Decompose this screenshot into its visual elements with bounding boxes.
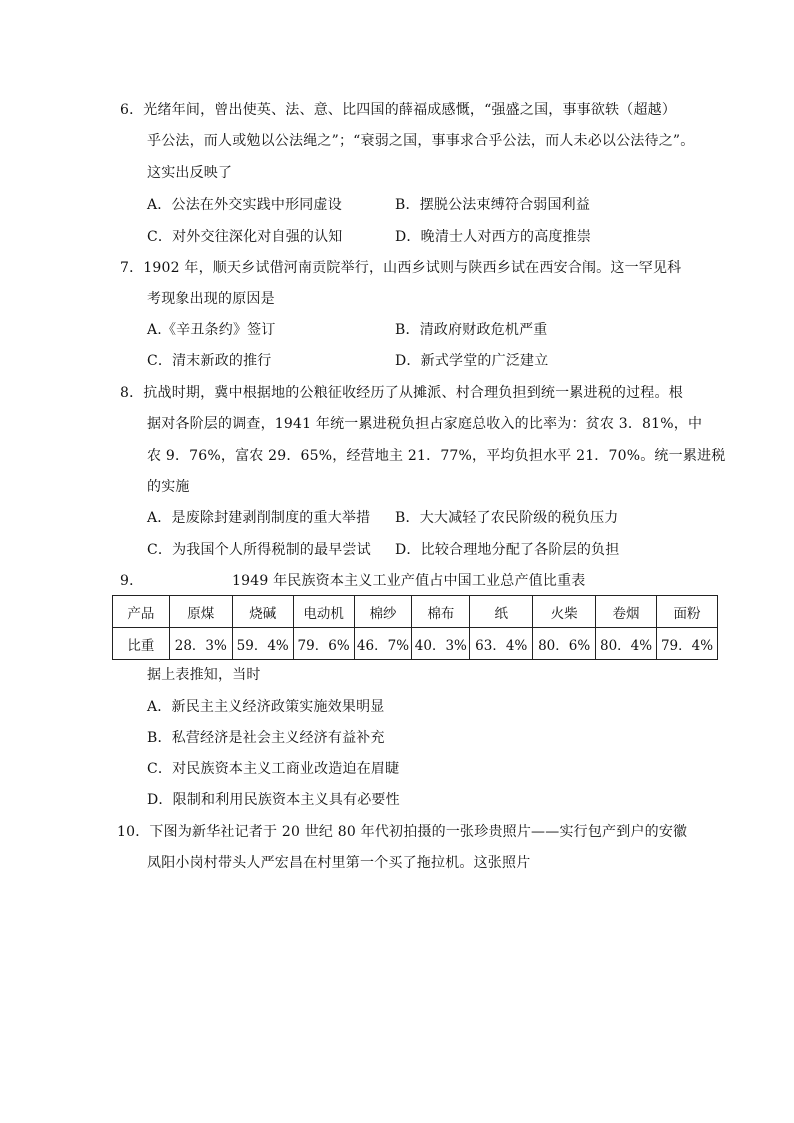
q6-stem-line-3: 这实出反映了	[147, 165, 233, 181]
q6-option-d[interactable]: D．晚清士人对西方的高度推崇	[395, 229, 592, 245]
q8-stem-line-2: 据对各阶层的调查，1941 年统一累进税负担占家庭总收入的比率为：贫农 3．81%，中	[147, 416, 703, 432]
table-cell: 产品	[113, 596, 170, 628]
table-cell: 80．6%	[533, 628, 596, 660]
table-cell: 比重	[113, 628, 170, 660]
q6-option-a[interactable]: A．公法在外交实践中形同虚设	[147, 197, 342, 213]
q7-option-c[interactable]: C．清末新政的推行	[147, 353, 272, 369]
q7-stem-line-1: 7．1902 年，顺天乡试借河南贡院举行，山西乡试则与陕西乡试在西安合闱。这一罕见科	[120, 260, 682, 276]
table-cell: 棉纱	[354, 596, 412, 628]
table-cell: 46．7%	[354, 628, 412, 660]
table-cell: 原煤	[169, 596, 232, 628]
q6-stem-line-2: 乎公法，而人或勉以公法绳之”；“衰弱之国，事事求合乎公法，而人未必以公法待之”。	[147, 133, 695, 149]
q9-option-d[interactable]: D．限制和利用民族资本主义具有必要性	[147, 792, 400, 808]
q8-stem-line-4: 的实施	[147, 479, 190, 495]
table-cell: 80．4%	[596, 628, 657, 660]
q9-number: 9．	[120, 573, 144, 589]
q9-table-title: 1949 年民族资本主义工业产值占中国工业总产值比重表	[232, 573, 586, 589]
q7-stem-line-2: 考现象出现的原因是	[147, 291, 275, 307]
q6-option-b[interactable]: B．摆脱公法束缚符合弱国利益	[395, 197, 591, 213]
table-cell: 63．4%	[470, 628, 533, 660]
table-cell: 纸	[470, 596, 533, 628]
table-cell: 79．4%	[657, 628, 718, 660]
table-cell: 79．6%	[293, 628, 354, 660]
industry-share-table	[112, 595, 718, 660]
q8-option-b[interactable]: B．大大减轻了农民阶级的税负压力	[395, 510, 619, 526]
q10-stem-line-2: 凤阳小岗村带头人严宏昌在村里第一个买了拖拉机。这张照片	[147, 855, 531, 871]
q9-option-a[interactable]: A．新民主主义经济政策实施效果明显	[147, 699, 385, 715]
q9-option-b[interactable]: B．私营经济是社会主义经济有益补充	[147, 730, 385, 746]
table-row	[113, 628, 718, 660]
q6-option-c[interactable]: C．对外交往深化对自强的认知	[147, 229, 343, 245]
q6-stem-line-1: 6．光绪年间，曾出使英、法、意、比四国的薛福成感慨，“强盛之国，事事欲轶（超越）	[120, 102, 677, 118]
q8-stem-line-3: 农 9．76%，富农 29．65%，经营地主 21．77%，平均负担水平 21．70%。统一累进税	[147, 448, 726, 464]
table-cell: 火柴	[533, 596, 596, 628]
table-cell: 卷烟	[596, 596, 657, 628]
table-cell: 40．3%	[412, 628, 470, 660]
table-cell: 59．4%	[232, 628, 293, 660]
table-cell: 棉布	[412, 596, 470, 628]
q9-option-c[interactable]: C．对民族资本主义工商业改造迫在眉睫	[147, 761, 400, 777]
table-cell: 面粉	[657, 596, 718, 628]
q7-option-d[interactable]: D．新式学堂的广泛建立	[395, 353, 549, 369]
q7-option-a[interactable]: A.《辛丑条约》签订	[147, 322, 276, 338]
table-header-row	[113, 596, 718, 628]
q8-option-a[interactable]: A．是废除封建剥削制度的重大举措	[147, 510, 371, 526]
q9-stem: 据上表推知，当时	[147, 667, 261, 683]
q7-option-b[interactable]: B．清政府财政危机严重	[395, 322, 548, 338]
q8-option-d[interactable]: D．比较合理地分配了各阶层的负担	[395, 542, 620, 558]
q8-stem-line-1: 8．抗战时期，冀中根据地的公粮征收经历了从摊派、村合理负担到统一累进税的过程。根	[120, 385, 683, 401]
table-cell: 电动机	[293, 596, 354, 628]
q8-option-c[interactable]: C．为我国个人所得税制的最早尝试	[147, 542, 371, 558]
table-cell: 28．3%	[169, 628, 232, 660]
q10-stem-line-1: 10．下图为新华社记者于 20 世纪 80 年代初拍摄的一张珍贵照片——实行包产到户的安徽	[117, 824, 688, 840]
table-cell: 烧碱	[232, 596, 293, 628]
